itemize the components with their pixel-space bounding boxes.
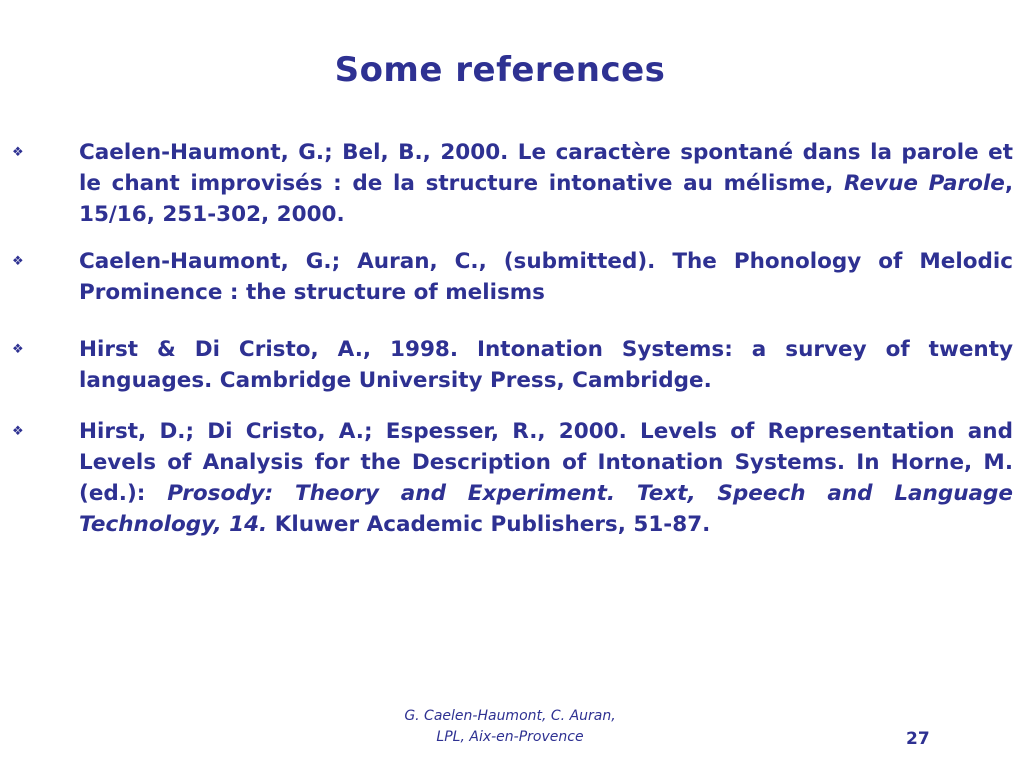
reference-item xyxy=(0,334,1013,396)
reference-item xyxy=(0,246,1013,308)
reference-text: Kluwer Academic Publishers, 51-87. xyxy=(267,512,711,537)
page-number: 27 xyxy=(906,729,930,749)
footer-line-authors: G. Caelen-Haumont, C. Auran, xyxy=(404,708,616,724)
references-list xyxy=(0,137,1024,540)
reference-text: Caelen-Haumont, G.; Auran, C., (submitted). The Phonology of Melodic Prominence : the structure of melisms xyxy=(79,249,1013,305)
diamond-bullet-icon: ❖ xyxy=(12,424,24,439)
reference-text: Hirst & Di Cristo, A., 1998. Intonation Systems: a survey of twenty languages. Cambridge University Press, Cambridge. xyxy=(79,337,1013,393)
diamond-bullet-icon: ❖ xyxy=(12,145,24,160)
reference-italic: Prosody: Theory and Experiment. Text, Speech and Language Technology, 14. xyxy=(79,481,1014,537)
reference-item xyxy=(0,416,1013,540)
diamond-bullet-icon: ❖ xyxy=(12,342,24,357)
reference-italic: Revue Parole xyxy=(843,171,1005,196)
reference-item xyxy=(0,137,1013,230)
reference-text: , 15/16, 251-302, 2000. xyxy=(79,171,1013,227)
reference-text: Caelen-Haumont, G.; Bel, B., 2000. Le caractère spontané dans la parole et le chant improvisés : de la structure intonative au mélisme, xyxy=(79,140,1013,196)
reference-text: Hirst, D.; Di Cristo, A.; Espesser, R., 2000. Levels of Representation and Levels of Analysis for the Description of Intonation Systems. In Horne, M. (ed.): xyxy=(79,419,1013,506)
footer-line-affiliation: LPL, Aix-en-Provence xyxy=(436,729,584,745)
footer-credit xyxy=(360,706,660,748)
diamond-bullet-icon: ❖ xyxy=(12,254,24,269)
slide-title: Some references xyxy=(334,50,666,90)
